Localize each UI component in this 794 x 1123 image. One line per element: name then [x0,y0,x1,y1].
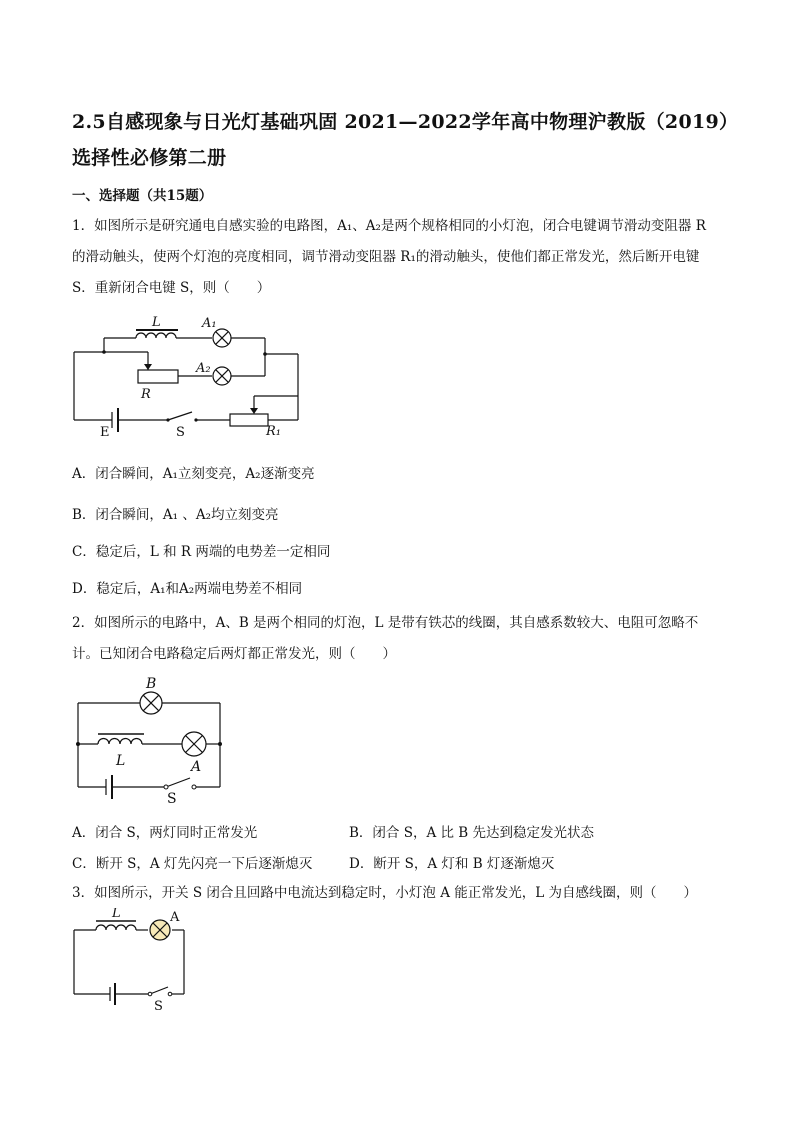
q1-option-b[interactable]: B．闭合瞬间，A₁ 、A₂均立刻变亮 [72,507,279,523]
document-title [72,104,752,176]
q1-line-3: S．重新闭合电键 S，则（ ） [72,280,271,296]
q2-label-L: L [116,753,126,769]
q1-option-c[interactable]: C．稳定后，L 和 R 两端的电势差一定相同 [72,544,331,560]
q1-label-R: R [141,387,151,402]
q2-option-d[interactable]: D．断开 S，A 灯和 B 灯逐渐熄灭 [349,856,555,872]
section-heading: 一、选择题（共15题） [72,188,213,204]
q1-label-S: S [176,425,185,440]
q1-option-d[interactable]: D．稳定后，A₁和A₂两端电势差不相同 [72,581,303,597]
q2-label-S: S [167,791,177,805]
q2-circuit-diagram [70,675,230,805]
q2-label-A: A [191,759,202,775]
q1-label-L: L [152,315,161,330]
q1-line-1: 1．如图所示是研究通电自感实验的电路图，A₁、A₂是两个规格相同的小灯泡，闭合电键调节滑动变阻器 R [72,218,706,234]
q2-line-1: 2．如图所示的电路中，A、B 是两个相同的灯泡，L 是带有铁芯的线圈，其自感系数较大、电阻可忽略不 [72,615,699,631]
q1-label-E: E [100,425,110,440]
question-1-stem [72,211,752,304]
q3-label-L: L [112,908,121,921]
q1-label-R1: R₁ [266,424,281,439]
q2-option-a[interactable]: A．闭合 S，两灯同时正常发光 [72,825,258,841]
q2-label-B: B [146,676,157,692]
q1-label-A1: A₁ [202,316,217,331]
q1-label-A2: A₂ [196,361,211,376]
question-3-stem [72,878,752,909]
q1-line-2: 的滑动触头，使两个灯泡的亮度相同，调节滑动变阻器 R₁的滑动触头，使他们都正常发光，然后断开电键 [72,249,700,265]
q3-label-S: S [154,999,163,1013]
q3-circuit-diagram [68,908,198,1013]
title-line-2: 选择性必修第二册 [72,147,227,169]
q2-line-2: 计。已知闭合电路稳定后两灯都正常发光，则（ ） [72,646,396,662]
q1-option-a[interactable]: A．闭合瞬间，A₁立刻变亮，A₂逐渐变亮 [72,466,315,482]
q2-option-b[interactable]: B．闭合 S，A 比 B 先达到稳定发光状态 [349,825,595,841]
question-2-stem [72,608,752,670]
q3-label-A: A [170,910,180,925]
q1-circuit-diagram [68,308,308,446]
q3-line-1: 3．如图所示，开关 S 闭合且回路中电流达到稳定时，小灯泡 A 能正常发光，L 为自感线圈，则（ ） [72,885,698,901]
q2-option-c[interactable]: C．断开 S，A 灯先闪亮一下后逐渐熄灭 [72,856,313,872]
title-line-1: 2.5自感现象与日光灯基础巩固 2021—2022学年高中物理沪教版（2019） [72,111,739,133]
